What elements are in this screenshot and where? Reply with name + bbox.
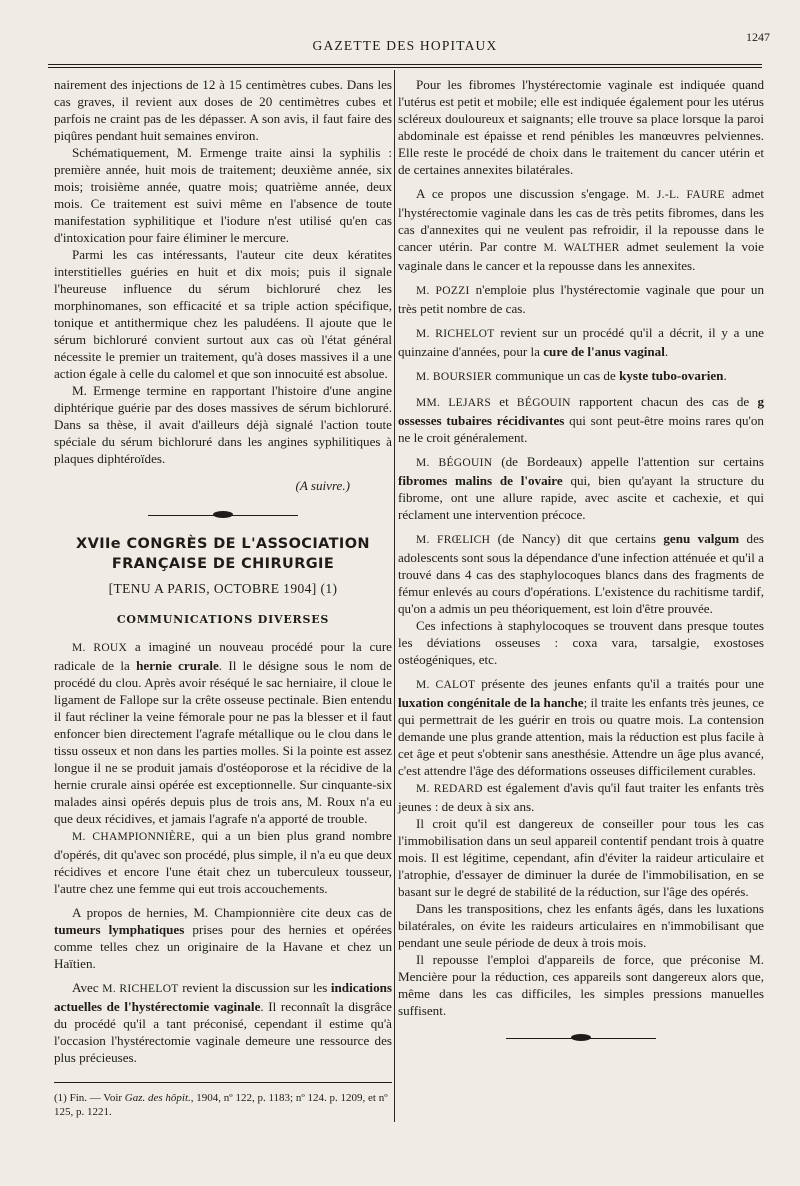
paragraph: M. Ermenge termine en rapportant l'histoire d'une angine diphtérique guérie par des doses massives de sérum bichloruré. Dans sa thèse, il avait d'ailleurs déjà signalé l'action toute spéciale du sérum bichloruré dans les angines syphilitiques à plaques diphtéroïdes. [54, 383, 392, 466]
paragraph: M. REDARD est également d'avis qu'il faut traiter les enfants très jeunes : de deux à six ans. [398, 780, 764, 814]
footnote: (1) Fin. — Voir Gaz. des hôpit., 1904, nº 122, p. 1183; nº 124. p. 1209, et nº 125, p. 1221. [54, 1092, 388, 1118]
paragraph: Il croit qu'il est dangereux de conseiller pour tous les cas l'immobilisation dans un seul appareil contentif pendant trois à quatre mois. Il est légitime, cependant, afin d'éviter la raideur articulaire et l'atrophie, d'essayer de diminuer la durée de l'immobilisation, en se basant sur le degré de stabilité de la réduction, sur l'âge des opérés. [398, 816, 764, 899]
speaker-name: M. J.-L. FAURE [636, 189, 725, 201]
ornament-divider [148, 512, 298, 518]
speaker-name: M. POZZI [416, 285, 470, 297]
speaker-name: M. BÉGOUIN [416, 457, 493, 469]
running-title: GAZETTE DES HOPITAUX [312, 38, 498, 53]
paragraph: M. ROUX a imaginé un nouveau procédé pour la cure radicale de la hernie crurale. Il le désigne sous le nom de procédé du clou. Après avoir réséqué le sac herniaire, il cloue le ligament de Fallope sur la crête osseuse pectinale. Bien entendu il faut récliner la veine fémorale pour ne pas la blesser et il faut enfoncer bien directement l'agrafe métallique ou le clou dans le tissu osseux et non dans les parties molles. Si la pointe est assez longue il ne se produit jamais d'ostéoporose et la récidive de la hernie crurale ainsi opérée est exceptionnelle. Sur cinquante-six malades ainsi opérés depuis plus de trois ans, M. Roux n'a eu que deux récidives, et jamais l'agrafe n'a apporté de trouble. [54, 639, 392, 826]
column-divider [394, 70, 395, 1122]
paragraph: Schématiquement, M. Ermenge traite ainsi la syphilis : première année, huit mois de traitement; deuxième année, six mois; troisième année, quatre mois; quatrième année, deux mois. Ce traitement est suivi même en l'absence de toute manifestation syphilitique et l'iodure n'est utilisé qu'en cas d'intoxication pour faire éliminer le mercure. [54, 145, 392, 245]
paragraph: M. CALOT présente des jeunes enfants qu'il a traités pour une luxation congénitale de la hanche; il traite les enfants très jeunes, ce qui permettrait de les guérir en trois ou quatre mois. La contension demande une plus grande attention, mais la réduction est plus facile à cet âge et peut s'obtenir sans anesthésie. Attendre un âge plus avancé, c'est attendre l'âge des déformations osseuses difficilement curables. [398, 676, 764, 778]
right-column [398, 76, 764, 1057]
paragraph: A ce propos une discussion s'engage. M. J.-L. FAURE admet l'hystérectomie vaginale dans les cas de très petits fibromes, dans les cas d'annexites qui ne veulent pas refroidir, il la repousse dans le cancer utérin. Par contre M. WALTHER admet seulement la voie vaginale dans le cancer et la repousse dans les annexites. [398, 186, 764, 273]
congress-title: XVIIe CONGRÈS DE L'ASSOCIATION FRANÇAISE DE CHIRURGIE [76, 536, 370, 572]
speaker-name: M. REDARD [416, 783, 483, 795]
section-heading: COMMUNICATIONS DIVERSES [116, 613, 330, 626]
paragraph: A propos de hernies, M. Championnière cite deux cas de tumeurs lymphatiques prises pour des hernies et opérées comme telles chez un originaire de la Havane et chez un Haïtien. [54, 905, 393, 971]
speaker-name: M. ROUX [72, 642, 128, 654]
page-header [40, 30, 770, 60]
paragraph: M. BOURSIER communique un cas de kyste tubo-ovarien. [416, 368, 727, 383]
paragraph: MM. LEJARS et BÉGOUIN rapportent chacun des cas de g ossesses tubaires récidivantes qui sont peut-être moins rares qu'on ne le croit généralement. [398, 394, 764, 445]
ornament-divider [506, 1035, 656, 1041]
speaker-name: M. WALTHER [543, 242, 620, 254]
paragraph: nairement des injections de 12 à 15 centimètres cubes. Dans les cas graves, il revient aux doses de 20 centimètres cubes et parfois ne craint pas de les dépasser. A son avis, il faut faire des piqûres pendant huit semaines environ. [54, 77, 392, 143]
speaker-name: M. CHAMPIONNIÈRE [72, 831, 192, 843]
paragraph: M. BÉGOUIN (de Bordeaux) appelle l'attention sur certains fibromes malins de l'ovaire qui, bien qu'ayant la structure du fibrome, ont une allure rapide, avec ascite et cachexie, et qui réclament une intervention précoce. [398, 454, 764, 522]
paragraph: Il repousse l'emploi d'appareils de force, que préconise M. Mencière pour la réduction, ces appareils sont dangereux alors que, même dans les cas difficiles, les simples pressions manuelles suffisent. [398, 952, 764, 1018]
speaker-name: M. CALOT [416, 679, 476, 691]
paragraph: M. RICHELOT revient sur un procédé qu'il a décrit, il y a une quinzaine d'années, pour la cure de l'anus vaginal. [398, 325, 764, 359]
speaker-name: MM. LEJARS [416, 397, 492, 409]
header-rule [48, 64, 762, 68]
speaker-name: M. RICHELOT [102, 983, 179, 995]
to-be-continued: (A suivre.) [295, 478, 350, 493]
paragraph: M. FRŒLICH (de Nancy) dit que certains genu valgum des adolescents sont sous la dépendance d'une infection atténuée et qu'il a trouvé dans 4 cas des staphylocoques blancs dans des fragments de fémur enlevés au cours d'opérations. L'existence du rachitisme tardif, qu'on a admis un peu théoriquement, est loin d'être prouvée. [398, 531, 764, 616]
paragraph: M. CHAMPIONNIÈRE, qui a un bien plus grand nombre d'opérés, dit qu'avec son procédé, plus simple, il n'a eu que deux récidives et encore l'une était chez un tuberculeux tousseur, l'autre chez une femme qui eut trois accouchements. [54, 828, 392, 896]
paragraph: Ces infections à staphylocoques se trouvent dans presque toutes les déviations osseuses : coxa vara, tarsalgie, exostoses ostéogéniques, etc. [398, 618, 764, 667]
paragraph: Parmi les cas intéressants, l'auteur cite deux kératites interstitielles guéries en huit et dix mois; puis il signale l'heureuse influence du sérum bichloruré chez les morphinomanes, son efficacité et sa triple action spécifique, tonique et antithermique chez les paludéens. Il ajoute que le sérum bichloruré convient surtout aux cas où l'état général nécessite le premier un traitement, qu'à doses massives il a une action égale à celle du calomel et que son innocuité est absolue. [54, 247, 392, 381]
page-number: 1247 [746, 30, 770, 44]
speaker-name: BÉGOUIN [516, 397, 571, 409]
congress-subtitle: [TENU A PARIS, OCTOBRE 1904] (1) [108, 581, 338, 596]
speaker-name: M. BOURSIER [416, 371, 493, 383]
paragraph: Avec M. RICHELOT revient la discussion sur les indications actuelles de l'hystérectomie vaginale. Il reconnaît la disgrâce du procédé qu'il a tant préconisé, cependant il estime qu'à l'occasion l'hystérectomie vaginale demeure une ressource des plus précieuses. [54, 980, 392, 1065]
paragraph: Dans les transpositions, chez les enfants âgés, dans les luxations bilatérales, on évite les raideurs articulaires en n'immobilisant que pendant une seule période de deux à trois mois. [398, 901, 764, 950]
paragraph: Pour les fibromes l'hystérectomie vaginale est indiquée quand l'utérus est petit et mobile; elle est indiquée également pour les utérus scléreux douloureux et saignants; elle trouve sa place lorsque la paroi abdominale est épaisse et rend pénibles les manœuvres pelviennes. Elle reste le procédé de choix dans le traitement du cancer utérin et de certaines annexites bilatérales. [398, 77, 764, 177]
footnote-rule [54, 1082, 392, 1083]
left-column [54, 76, 392, 1119]
speaker-name: M. RICHELOT [416, 328, 495, 340]
speaker-name: M. FRŒLICH [416, 534, 491, 546]
paragraph: M. POZZI n'emploie plus l'hystérectomie vaginale que pour un très petit nombre de cas. [398, 282, 764, 316]
